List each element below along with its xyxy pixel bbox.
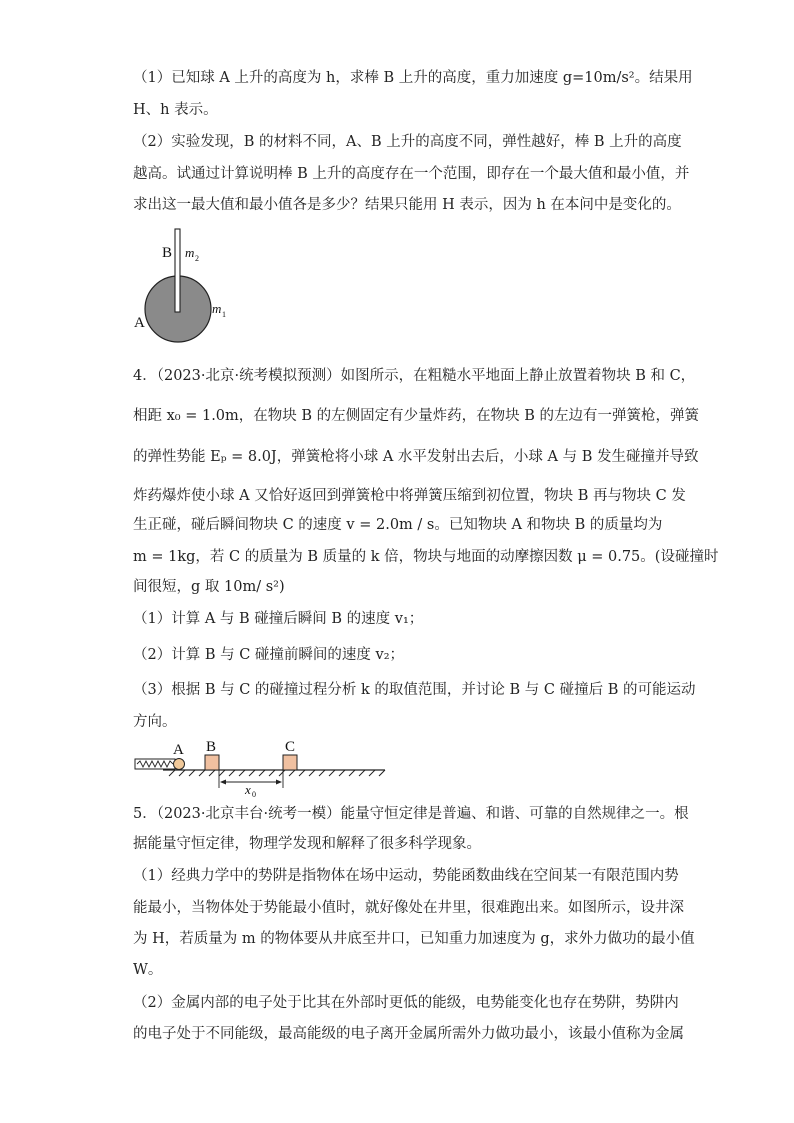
p5-line-4: 能最小，当物体处于势能最小值时，就好像处在井里，很难跑出来。如图所示，设井深 [133,900,684,916]
p4-line-5: 生正碰，碰后瞬间物块 C 的速度 v = 2.0m / s。已知物块 A 和物块 B 的质量均为 [133,517,663,533]
ground-hatch [169,770,385,776]
p5-line-6: W。 [133,962,163,978]
label-block-b: B [206,739,217,755]
p3-line-4: 越高。试通过计算说明棒 B 上升的高度存在一个范围，即存在一个最大值和最小值，并 [133,166,690,182]
p3-line-5: 求出这一最大值和最小值各是多少？结果只能用 H 表示，因为 h 在本问中是变化的。 [133,197,681,213]
label-ball-a: A [173,742,184,758]
label-x0: x [245,782,251,797]
ball-a-marker [174,759,185,770]
p4-line-8: （1）计算 A 与 B 碰撞后瞬间 B 的速度 v₁； [133,611,424,627]
p4-line-4: 炸药爆炸使小球 A 又恰好返回到弹簧枪中将弹簧压缩到初位置，物块 B 再与物块 C 发 [133,488,686,504]
block-c-shape [283,755,297,770]
p4-line-1: 4．（2023·北京·统考模拟预测）如图所示，在粗糙水平地面上静止放置着物块 B 和 C， [133,368,696,384]
label-a: A [134,315,145,331]
p5-line-5: 为 H，若质量为 m 的物体要从井底至井口，已知重力加速度为 g，求外力做功的最小值 [133,931,695,947]
label-m1: m [212,301,222,316]
p3-line-3: （2）实验发现，B 的材料不同，A、B 上升的高度不同，弹性越好，棒 B 上升的高度 [133,134,682,150]
label-m2-sub: 2 [195,254,199,263]
p4-line-10: （3）根据 B 与 C 的碰撞过程分析 k 的取值范围，并讨论 B 与 C 碰撞后 B 的可能运动 [133,682,696,698]
p4-line-6: m = 1kg，若 C 的质量为 B 质量的 k 倍，物块与地面的动摩擦因数 μ = 0.75。(设碰撞时 [133,549,719,565]
p5-line-2: 据能量守恒定律，物理学发现和解释了很多科学现象。 [133,836,481,852]
label-b: B [162,245,173,261]
block-b-shape [205,755,219,770]
label-x0-sub: 0 [252,790,256,798]
p4-line-9: （2）计算 B 与 C 碰撞前瞬间的速度 v₂； [133,647,405,663]
rod-b-shape [175,229,180,312]
dim-arrow-left [220,780,226,785]
label-m1-sub: 1 [222,310,226,319]
p4-line-7: 间很短，g 取 10m/ s²) [133,579,285,595]
ball-rod-figure [128,225,238,360]
dim-arrow-right [276,780,282,785]
p4-line-11: 方向。 [133,714,177,730]
p5-line-8: 的电子处于不同能级，最高能级的电子离开金属所需外力做功最小，该最小值称为金属 [133,1026,684,1042]
p5-line-7: （2）金属内部的电子处于比其在外部时更低的能级，电势能变化也存在势阱，势阱内 [133,995,679,1011]
label-m2: m [185,245,195,260]
label-block-c: C [285,739,296,755]
p3-line-1: （1）已知球 A 上升的高度为 h，求棒 B 上升的高度，重力加速度 g=10m/s²。结果用 [133,70,693,86]
p5-line-3: （1）经典力学中的势阱是指物体在场中运动，势能函数曲线在空间某一有限范围内势 [133,868,679,884]
p4-line-3: 的弹性势能 Eₚ = 8.0J，弹簧枪将小球 A 水平发射出去后，小球 A 与 B 发生碰撞并导致 [133,449,699,465]
spring-blocks-figure [133,736,389,798]
p4-line-2: 相距 x₀ = 1.0m，在物块 B 的左侧固定有少量炸药，在物块 B 的左边有一弹簧枪，弹簧 [133,408,700,424]
p5-line-1: 5．（2023·北京丰台·统考一模）能量守恒定律是普遍、和谐、可靠的自然规律之一。根 [133,806,689,822]
p3-line-2: H、h 表示。 [133,102,218,118]
